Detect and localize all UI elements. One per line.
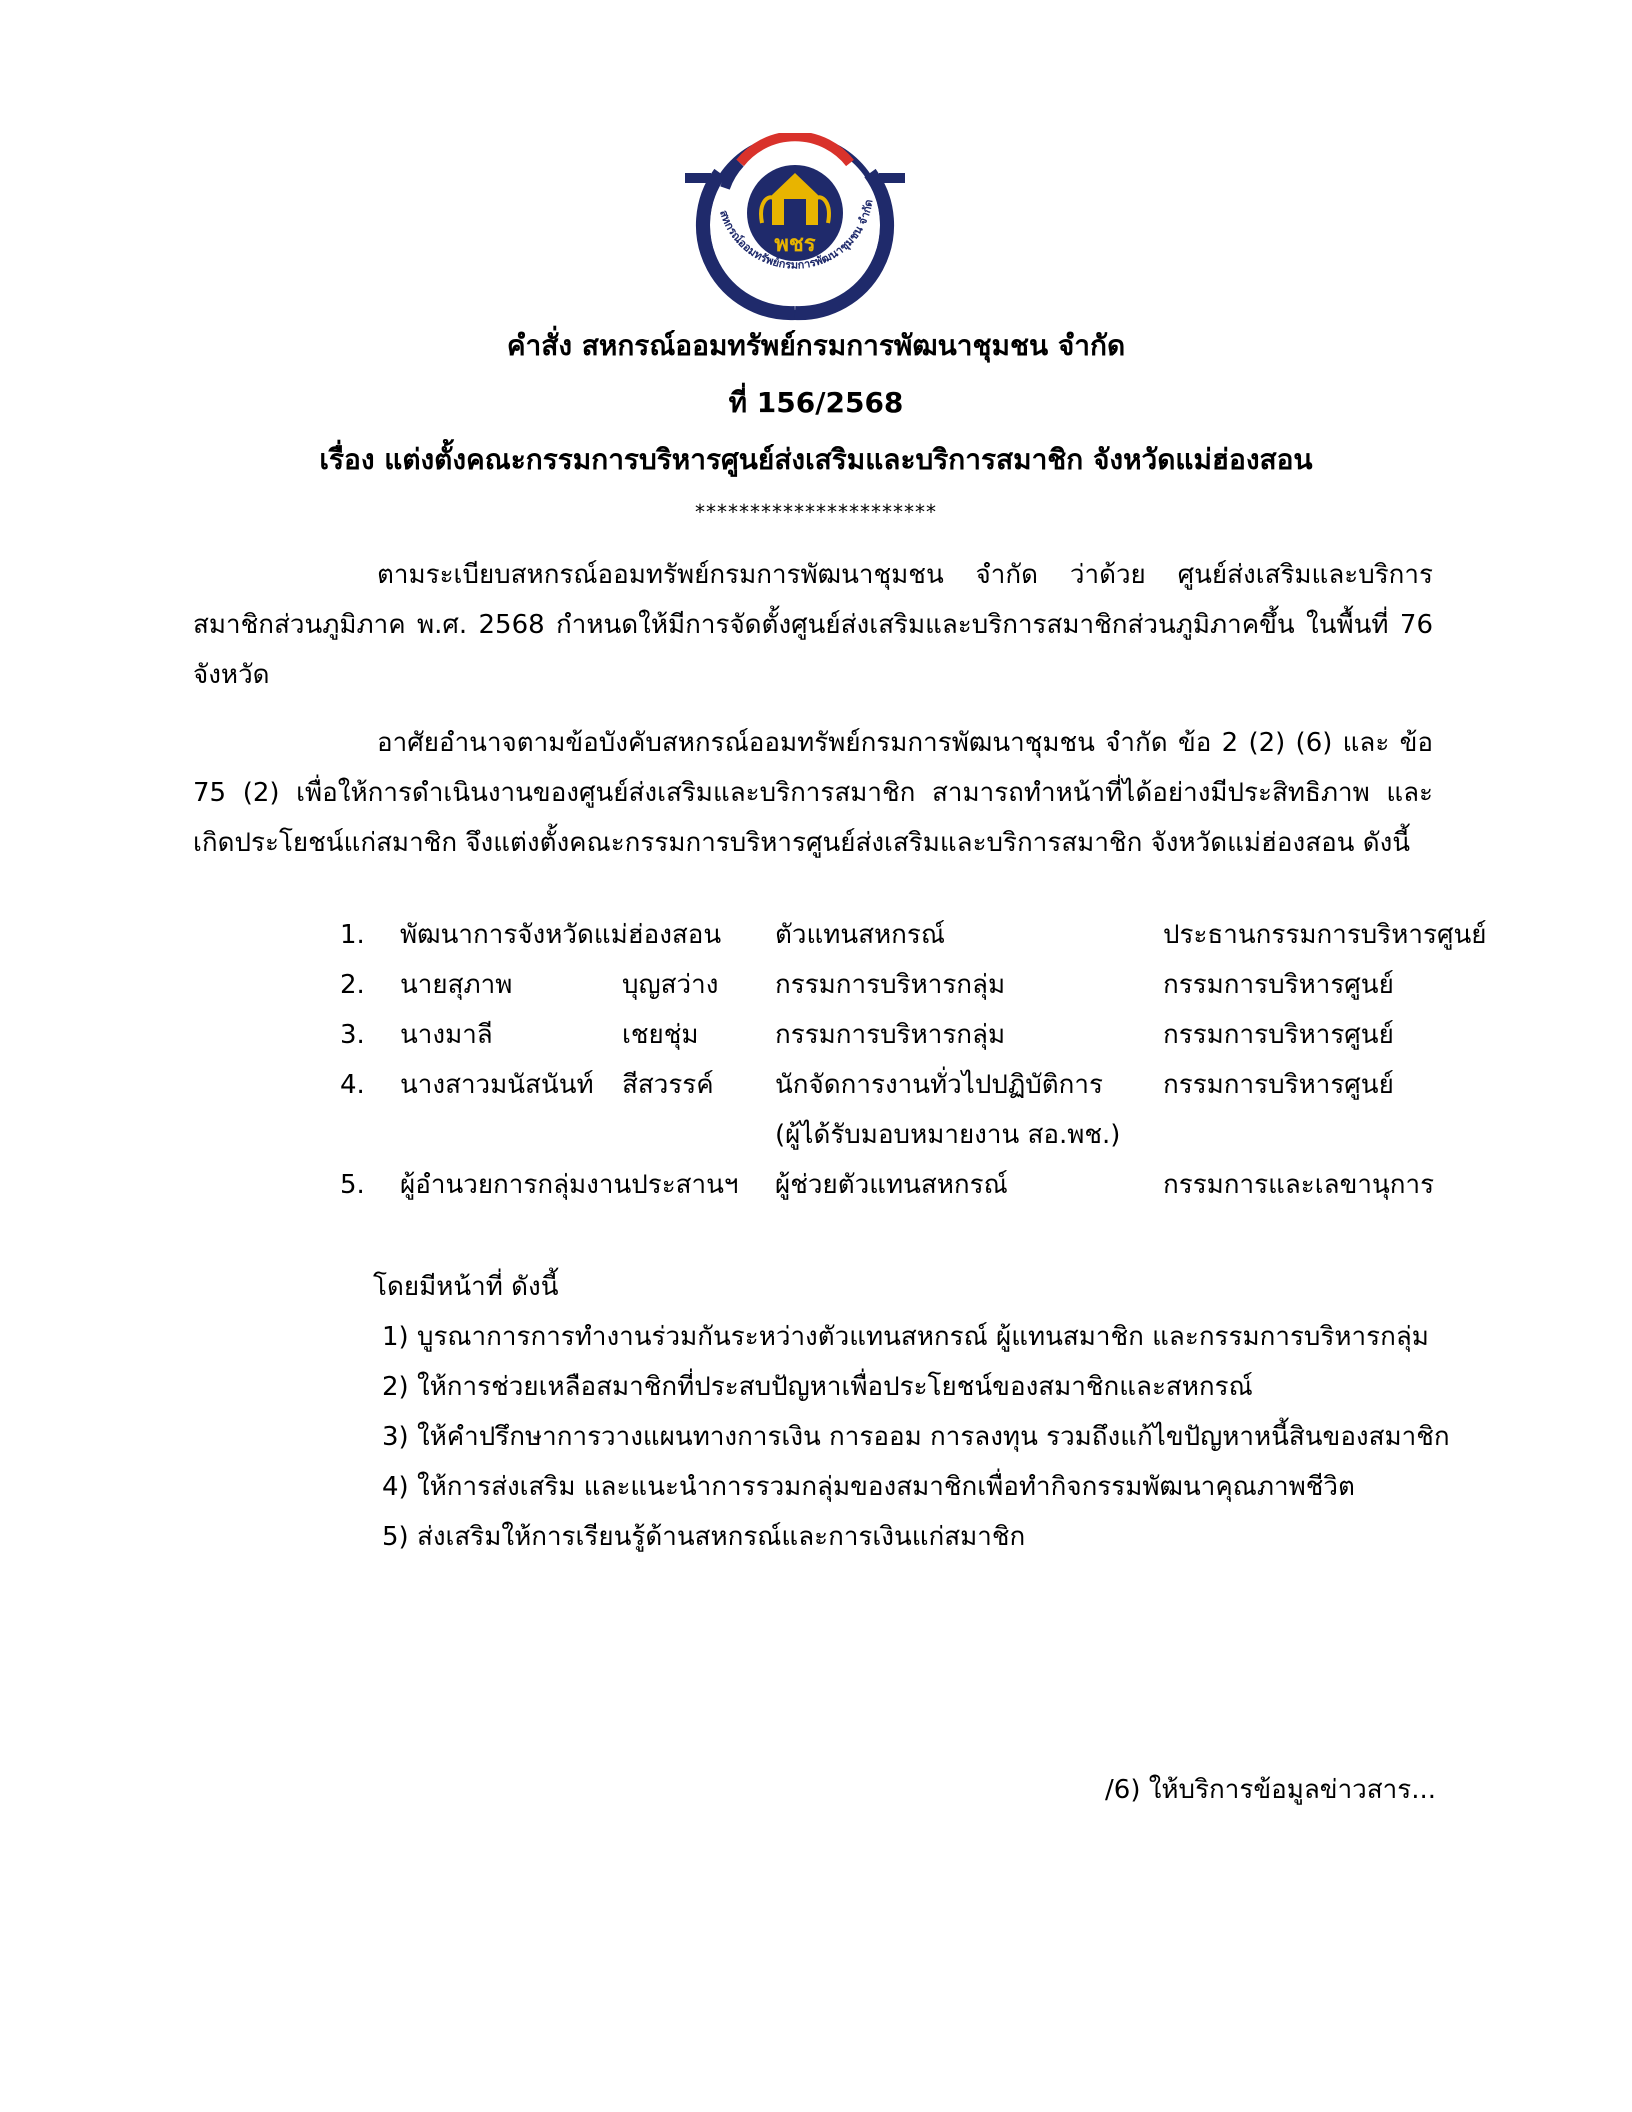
member-number: 2.	[340, 970, 365, 1000]
member-role: ประธานกรรมการบริหารศูนย์	[1163, 920, 1487, 950]
duties-heading: โดยมีหน้าที่ ดังนี้	[373, 1272, 559, 1302]
member-number: 5.	[340, 1170, 365, 1200]
paragraph-authority	[193, 718, 1433, 868]
member-row	[340, 1060, 1490, 1160]
member-role: กรรมการบริหารศูนย์	[1163, 1020, 1394, 1050]
duty-item: 1) บูรณาการการทำงานร่วมกันระหว่างตัวแทนสหกรณ์ ผู้แทนสมาชิก และกรรมการบริหารกลุ่ม	[382, 1322, 1429, 1352]
member-position: ผู้ช่วยตัวแทนสหกรณ์	[775, 1170, 1008, 1200]
duty-item: 4) ให้การส่งเสริม และแนะนำการรวมกลุ่มของสมาชิกเพื่อทำกิจกรรมพัฒนาคุณภาพชีวิต	[382, 1472, 1355, 1502]
member-position-note: (ผู้ได้รับมอบหมายงาน สอ.พช.)	[775, 1120, 1121, 1150]
paragraph-regulation	[193, 550, 1433, 700]
cooperative-logo	[680, 133, 910, 325]
member-position: กรรมการบริหารกลุ่ม	[775, 1020, 1006, 1050]
member-number: 4.	[340, 1070, 365, 1100]
member-name: พัฒนาการจังหวัดแม่ฮ่องสอน	[400, 920, 722, 950]
separator-stars: **********************	[695, 500, 937, 524]
member-role: กรรมการบริหารศูนย์	[1163, 1070, 1394, 1100]
member-name: ผู้อำนวยการกลุ่มงานประสานฯ	[400, 1170, 739, 1200]
member-position: นักจัดการงานทั่วไปปฏิบัติการ	[775, 1070, 1103, 1100]
member-row	[340, 910, 1490, 960]
duties-list	[382, 1312, 1450, 1562]
order-title: คำสั่ง สหกรณ์ออมทรัพย์กรมการพัฒนาชุมชน จำกัด	[506, 329, 1126, 362]
paragraph-regulation-text: ตามระเบียบสหกรณ์ออมทรัพย์กรมการพัฒนาชุมชน จำกัด ว่าด้วย ศูนย์ส่งเสริมและบริการสมาชิกส่วนภูมิภาค พ.ศ. 2568 กำหนดให้มีการจัดตั้งศูนย์ส่งเสริมและบริการสมาชิกส่วนภูมิภาคขึ้น ในพื้นที่ 76 จังหวัด	[193, 560, 1433, 690]
member-last-name: เชยชุ่ม	[622, 1020, 699, 1050]
member-row	[340, 1010, 1490, 1060]
member-row	[340, 960, 1490, 1010]
logo-monogram: พชร	[774, 232, 816, 257]
member-list	[340, 910, 1490, 1210]
member-first-name: นางมาลี	[400, 1020, 493, 1050]
duty-item: 3) ให้คำปรึกษาการวางแผนทางการเงิน การออม การลงทุน รวมถึงแก้ไขปัญหาหนี้สินของสมาชิก	[382, 1422, 1450, 1452]
duty-item: 5) ส่งเสริมให้การเรียนรู้ด้านสหกรณ์และการเงินแก่สมาชิก	[382, 1522, 1026, 1552]
member-first-name: นายสุภาพ	[400, 970, 513, 1000]
member-position: กรรมการบริหารกลุ่ม	[775, 970, 1006, 1000]
member-position: ตัวแทนสหกรณ์	[775, 920, 945, 950]
order-number: ที่ 156/2568	[728, 386, 904, 419]
member-last-name: สีสวรรค์	[622, 1070, 714, 1100]
duty-item: 2) ให้การช่วยเหลือสมาชิกที่ประสบปัญหาเพื่อประโยชน์ของสมาชิกและสหกรณ์	[382, 1372, 1253, 1402]
member-number: 1.	[340, 920, 365, 950]
paragraph-authority-text: อาศัยอำนาจตามข้อบังคับสหกรณ์ออมทรัพย์กรมการพัฒนาชุมชน จำกัด ข้อ 2 (2) (6) และ ข้อ 75 (2) เพื่อให้การดำเนินงานของศูนย์ส่งเสริมและบริการสมาชิก สามารถทำหน้าที่ได้อย่างมีประสิทธิภาพ และเกิดประโยชน์แก่สมาชิก จึงแต่งตั้งคณะกรรมการบริหารศูนย์ส่งเสริมและบริการสมาชิก จังหวัดแม่ฮ่องสอน ดังนี้	[193, 728, 1433, 858]
member-role: กรรมการและเลขานุการ	[1163, 1170, 1435, 1200]
member-role: กรรมการบริหารศูนย์	[1163, 970, 1394, 1000]
member-last-name: บุญสว่าง	[622, 970, 719, 1000]
member-row	[340, 1160, 1490, 1210]
member-number: 3.	[340, 1020, 365, 1050]
continuation-note: /6) ให้บริการข้อมูลข่าวสาร...	[1105, 1775, 1436, 1805]
member-first-name: นางสาวมนัสนันท์	[400, 1070, 594, 1100]
logo-ring-text: สหกรณ์ออมทรัพย์กรมการพัฒนาชุมชน จำกัด	[716, 198, 876, 272]
order-subject: เรื่อง แต่งตั้งคณะกรรมการบริหารศูนย์ส่งเสริมและบริการสมาชิก จังหวัดแม่ฮ่องสอน	[319, 443, 1313, 476]
